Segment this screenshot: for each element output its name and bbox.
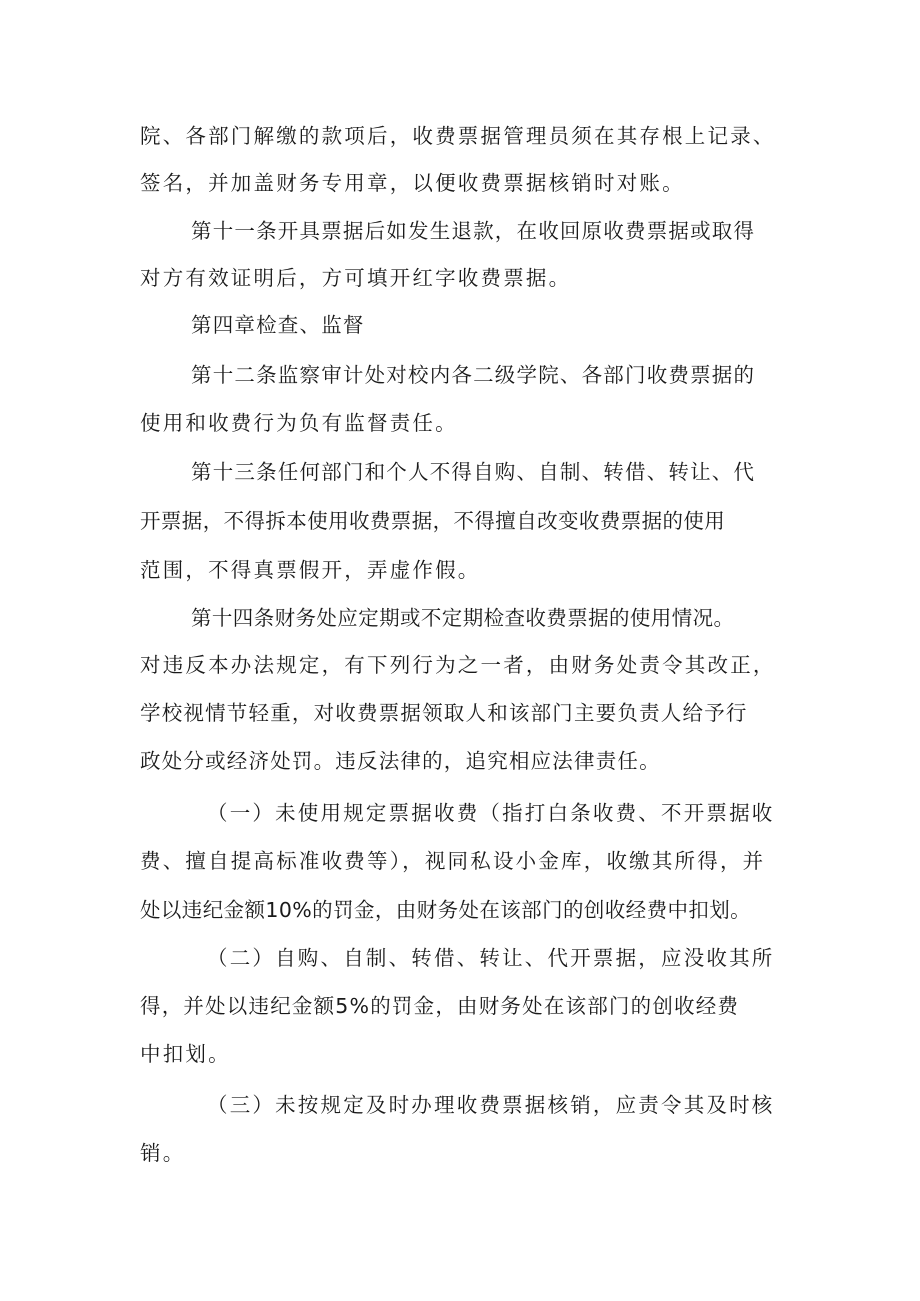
text-line: 费、擅自提高标准收费等），视同私设小金库，收缴其所得，并: [140, 849, 766, 873]
text-line: 处以违纪金额10%的罚金，由财务处在该部门的创收经费中扣划。: [140, 898, 752, 922]
chapter-4-heading: 第四章检查、监督: [191, 313, 365, 337]
article-13-heading: 第十三条任何部门和个人不得自购、自制、转借、转让、代: [191, 460, 756, 484]
text-line: 签名，并加盖财务专用章，以便收费票据核销时对账。: [140, 171, 685, 195]
article-11-heading: 第十一条开具票据后如发生退款，在收回原收费票据或取得: [191, 219, 756, 243]
text-line: 范围，不得真票假开，弄虚作假。: [140, 558, 481, 582]
text-line: 得，并处以违纪金额5%的罚金，由财务处在该部门的创收经费: [140, 994, 740, 1018]
article-14-heading: 第十四条财务处应定期或不定期检查收费票据的使用情况。: [191, 606, 735, 630]
item-1-heading: （一）未使用规定票据收费（指打白条收费、不开票据收: [207, 801, 775, 825]
text-line: 中扣划。: [140, 1042, 231, 1066]
text-line: 使用和收费行为负有监督责任。: [140, 411, 458, 435]
text-line: 院、各部门解缴的款项后，收费票据管理员须在其存根上记录、: [140, 124, 776, 148]
item-2-heading: （二）自购、自制、转借、转让、代开票据，应没收其所: [207, 946, 775, 970]
text-line: 开票据，不得拆本使用收费票据，不得擅自改变收费票据的使用: [140, 509, 726, 533]
text-line: 对方有效证明后，方可填开红字收费票据。: [140, 266, 572, 290]
text-line: 政处分或经济处罚。违反法律的，追究相应法律责任。: [140, 749, 661, 773]
article-12-heading: 第十二条监察审计处对校内各二级学院、各部门收费票据的: [191, 363, 756, 387]
text-line: 对违反本办法规定，有下列行为之一者，由财务处责令其改正，: [140, 653, 776, 677]
item-3-heading: （三）未按规定及时办理收费票据核销，应责令其及时核: [207, 1093, 775, 1117]
text-line: 销。: [140, 1141, 186, 1165]
text-line: 学校视情节轻重，对收费票据领取人和该部门主要负责人给予行: [140, 701, 748, 725]
